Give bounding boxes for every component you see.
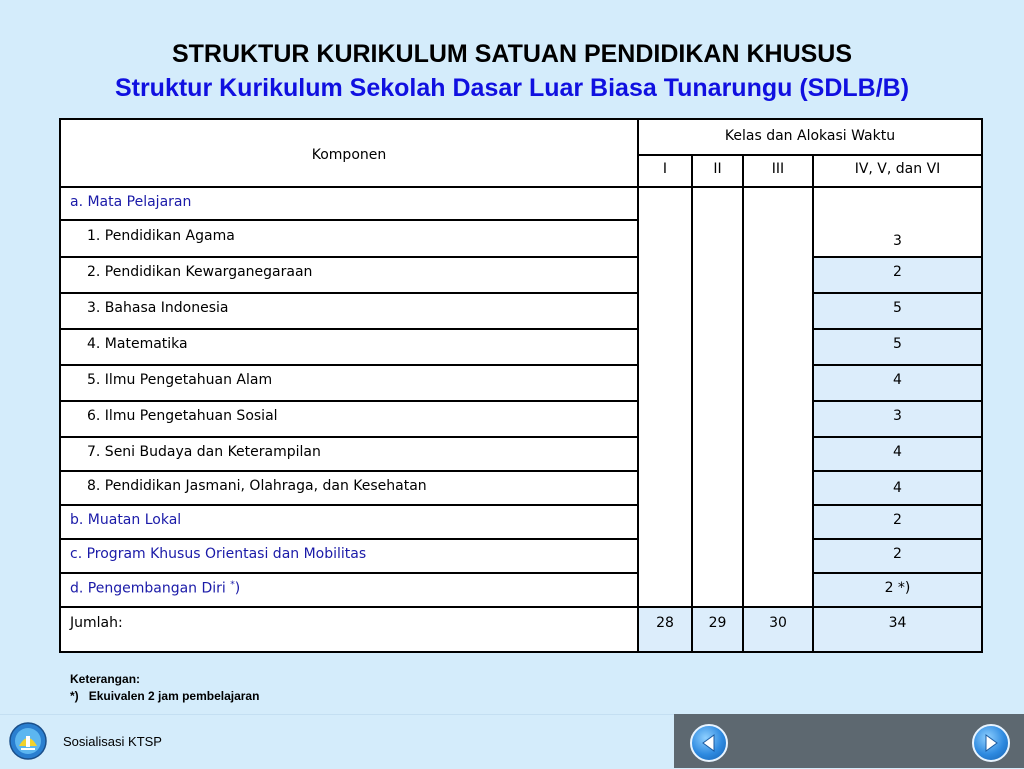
- subject-label: 2. Pendidikan Kewarganegaraan: [87, 264, 313, 280]
- notes-heading: Keterangan:: [70, 672, 141, 686]
- arrow-left-icon: [692, 726, 726, 760]
- column-header: III: [771, 161, 785, 177]
- section-d-value: 2 *): [884, 580, 911, 596]
- notes: [70, 671, 259, 705]
- subject-value: 5: [893, 336, 902, 352]
- subject-value: 4: [893, 372, 902, 388]
- section-b-value: 2: [893, 512, 902, 528]
- column-header: IV, V, dan VI: [854, 161, 941, 177]
- subject-label: 5. Ilmu Pengetahuan Alam: [87, 372, 273, 388]
- column-header: I: [662, 161, 668, 177]
- header-kelas: Kelas dan Alokasi Waktu: [724, 128, 896, 144]
- subject-value: 3: [893, 408, 902, 424]
- page-subtitle: Struktur Kurikulum Sekolah Dasar Luar Biasa Tunarungu (SDLB/B): [114, 74, 910, 102]
- footer-label: Sosialisasi KTSP: [63, 734, 162, 749]
- subject-value: 4: [893, 480, 902, 496]
- section-a-label: a. Mata Pelajaran: [70, 194, 192, 210]
- subject-value: 2: [893, 264, 902, 280]
- tut-wuri-handayani-logo-icon: [9, 722, 47, 760]
- subject-label: 1. Pendidikan Agama: [87, 228, 235, 244]
- subject-label: 3. Bahasa Indonesia: [87, 300, 229, 316]
- curriculum-table: [59, 118, 983, 653]
- subject-label: 7. Seni Budaya dan Keterampilan: [87, 444, 321, 460]
- section-c-label: c. Program Khusus Orientasi dan Mobilitas: [70, 546, 367, 562]
- section-b-label: b. Muatan Lokal: [70, 512, 182, 528]
- header-komponen: Komponen: [311, 147, 387, 163]
- total-value: 34: [888, 615, 907, 631]
- subject-label: 4. Matematika: [87, 336, 188, 352]
- subject-label: 8. Pendidikan Jasmani, Olahraga, dan Kesehatan: [87, 478, 427, 494]
- page-title: STRUKTUR KURIKULUM SATUAN PENDIDIKAN KHUSUS: [171, 40, 853, 68]
- section-c-value: 2: [893, 546, 902, 562]
- total-value: 29: [708, 615, 727, 631]
- column-header: II: [713, 161, 722, 177]
- previous-slide-button[interactable]: [690, 724, 728, 762]
- total-value: 30: [769, 615, 787, 631]
- notes-line: *) Ekuivalen 2 jam pembelajaran: [70, 689, 260, 703]
- subject-value: 3: [893, 233, 902, 249]
- next-slide-button[interactable]: [972, 724, 1010, 762]
- arrow-right-icon: [974, 726, 1008, 760]
- total-label: Jumlah:: [70, 615, 123, 631]
- section-d-label: d. Pengembangan Diri *): [70, 580, 241, 597]
- subject-value: 4: [893, 444, 902, 460]
- subject-value: 5: [893, 300, 902, 316]
- total-value: 28: [656, 615, 674, 631]
- subject-label: 6. Ilmu Pengetahuan Sosial: [87, 408, 278, 424]
